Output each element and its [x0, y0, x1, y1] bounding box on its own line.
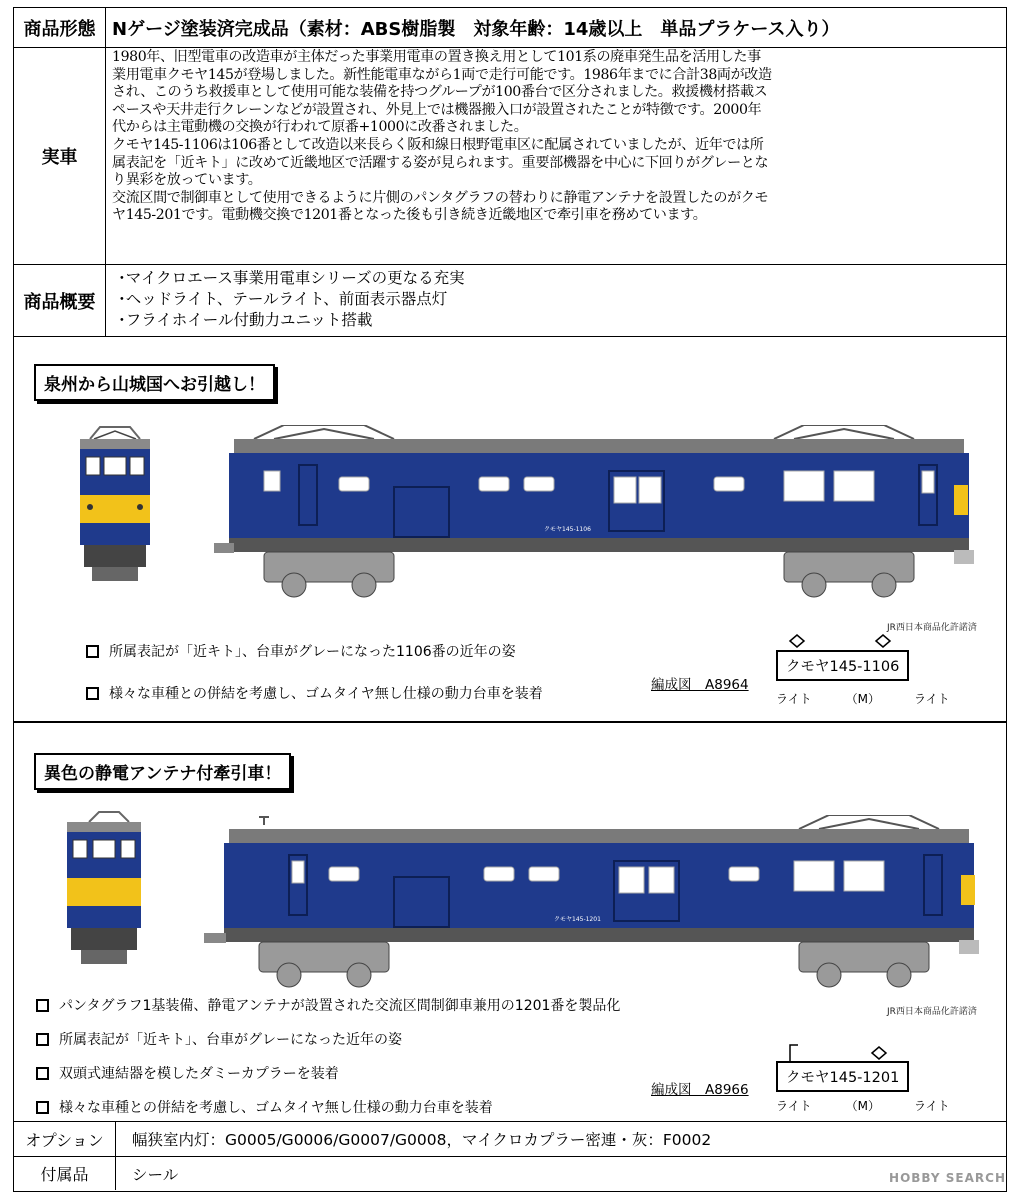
product-2-formation-caption: 編成図 A8966 [651, 1082, 749, 1098]
footer-row-option [14, 1122, 1006, 1157]
real-line: 属表記を「近キト」に改めて近畿地区で活躍する姿が見られます。重要部機器を中心に下回りがグレーとな [112, 154, 769, 171]
spec-value-summary [106, 265, 1006, 336]
antenna-and-headlight-markers-icon [782, 1041, 902, 1063]
train-front-view-1106 [72, 425, 158, 590]
product-1-formation-sublabels [776, 690, 950, 707]
real-line: され、このうち救援車として使用可能な装備を持つグループが100番台で区分されました。救援機材搭載ス [112, 84, 768, 101]
motor-label: （M） [845, 692, 880, 706]
product-2-formation-sublabels [776, 1097, 950, 1114]
car-number-mark-1106: クモヤ145-1106 [544, 526, 591, 533]
spec-row-summary [14, 265, 1006, 336]
light-label-right: ライト [914, 692, 950, 706]
product-1-headline: 泉州から山城国へお引越し！ [34, 364, 275, 401]
option-label: オプション [14, 1122, 116, 1156]
product-1-bullet-list [86, 641, 543, 717]
product-2-bullet-list [36, 995, 620, 1131]
product-1-formation-caption: 編成図 A8964 [651, 677, 749, 693]
spec-label-type: 商品形態 [14, 8, 106, 47]
light-label-right: ライト [914, 1099, 950, 1113]
checkbox-square-icon [36, 1101, 49, 1114]
product-2-license-credit: JR西日本商品化許諾済 [887, 1007, 977, 1017]
real-line: ペースや天井走行クレーンなどが設置され、外見上では機器搬入口が設置されたことが特徴です。2000年 [112, 101, 762, 118]
watermark-logo: HOBBY SEARCH [889, 1171, 1006, 1185]
train-side-view-1106 [214, 425, 974, 600]
car-number-mark-1201: クモヤ145-1201 [554, 916, 601, 923]
real-line: 1980年、旧型電車の改造車が主体だった事業用電車の置き換え用として101系の廃車発生品を活用した事 [112, 49, 761, 65]
product-panel-1201 [13, 722, 1007, 1122]
spec-value-real [106, 48, 1006, 264]
spec-label-summary: 商品概要 [14, 265, 106, 336]
light-label-left: ライト [776, 1099, 812, 1113]
footer-table [13, 1122, 1007, 1192]
list-item: 様々な車種との併結を考慮し、ゴムタイヤ無し仕様の動力台車を装着 [36, 1097, 620, 1117]
motor-label: （M） [845, 1099, 880, 1113]
real-line: 交流区間で制御車として使用できるように片側のパンタグラフの替わりに静電アンテナを設置したのがクモ [112, 189, 769, 206]
real-line: 代からは主電動機の交換が行われて原番+1000に改番されました。 [112, 119, 528, 136]
footer-row-accessory [14, 1157, 1006, 1190]
real-line: クモヤ145-1106は106番として改造以来長らく阪和線日根野電車区に配属されていましたが、近年では所 [112, 136, 764, 153]
light-label-left: ライト [776, 692, 812, 706]
product-1-formation-box: クモヤ145-1106 [776, 650, 909, 681]
spec-row-type [14, 8, 1006, 48]
product-1-license-credit: JR西日本商品化許諾済 [887, 623, 977, 633]
list-item: 様々な車種との併結を考慮し、ゴムタイヤ無し仕様の動力台車を装着 [86, 683, 543, 703]
spec-value-type: Nゲージ塗装済完成品（素材：ABS樹脂製 対象年齢：14歳以上 単品プラケース入り） [112, 18, 840, 40]
checkbox-square-icon [86, 687, 99, 700]
checkbox-square-icon [36, 1033, 49, 1046]
product-2-headline: 異色の静電アンテナ付牽引車！ [34, 753, 291, 790]
list-item: パンタグラフ1基装備、静電アンテナが設置された交流区間制御車兼用の1201番を製品化 [36, 995, 620, 1015]
spec-label-real: 実車 [14, 48, 106, 264]
checkbox-square-icon [36, 999, 49, 1012]
accessory-value: シール [132, 1165, 179, 1184]
headlight-markers-icon [784, 631, 904, 651]
list-item: 双頭式連結器を模したダミーカプラーを装着 [36, 1063, 620, 1083]
real-line: ヤ145-201です。電動機交換で1201番となった後も引き続き近畿地区で牽引車を務めています。 [112, 207, 707, 224]
summary-line: ･マイクロエース事業用電車シリーズの更なる充実 [118, 269, 465, 287]
product-panel-1106 [13, 337, 1007, 722]
product-2-formation-box: クモヤ145-1201 [776, 1061, 909, 1092]
list-item: 所属表記が「近キト」、台車がグレーになった1106番の近年の姿 [86, 641, 543, 661]
checkbox-square-icon [86, 645, 99, 658]
spec-table [13, 7, 1007, 337]
summary-line: ･ヘッドライト、テールライト、前面表示器点灯 [118, 290, 448, 308]
list-item: 所属表記が「近キト」、台車がグレーになった近年の姿 [36, 1029, 620, 1049]
train-front-view-1201 [59, 808, 149, 968]
train-side-view-1201 [199, 815, 979, 990]
spec-row-real [14, 48, 1006, 265]
real-line: 業用電車クモヤ145が登場しました。新性能電車ながら1両で走行可能です。1986年までに合計38両が改造 [112, 66, 772, 83]
real-line: り異彩を放っています。 [112, 172, 262, 189]
summary-line: ･フライホイール付動力ユニット搭載 [118, 311, 373, 329]
accessory-label: 付属品 [14, 1157, 116, 1190]
checkbox-square-icon [36, 1067, 49, 1080]
option-value: 幅狭室内灯：G0005/G0006/G0007/G0008，マイクロカプラー密連・灰：F0002 [132, 1131, 712, 1149]
